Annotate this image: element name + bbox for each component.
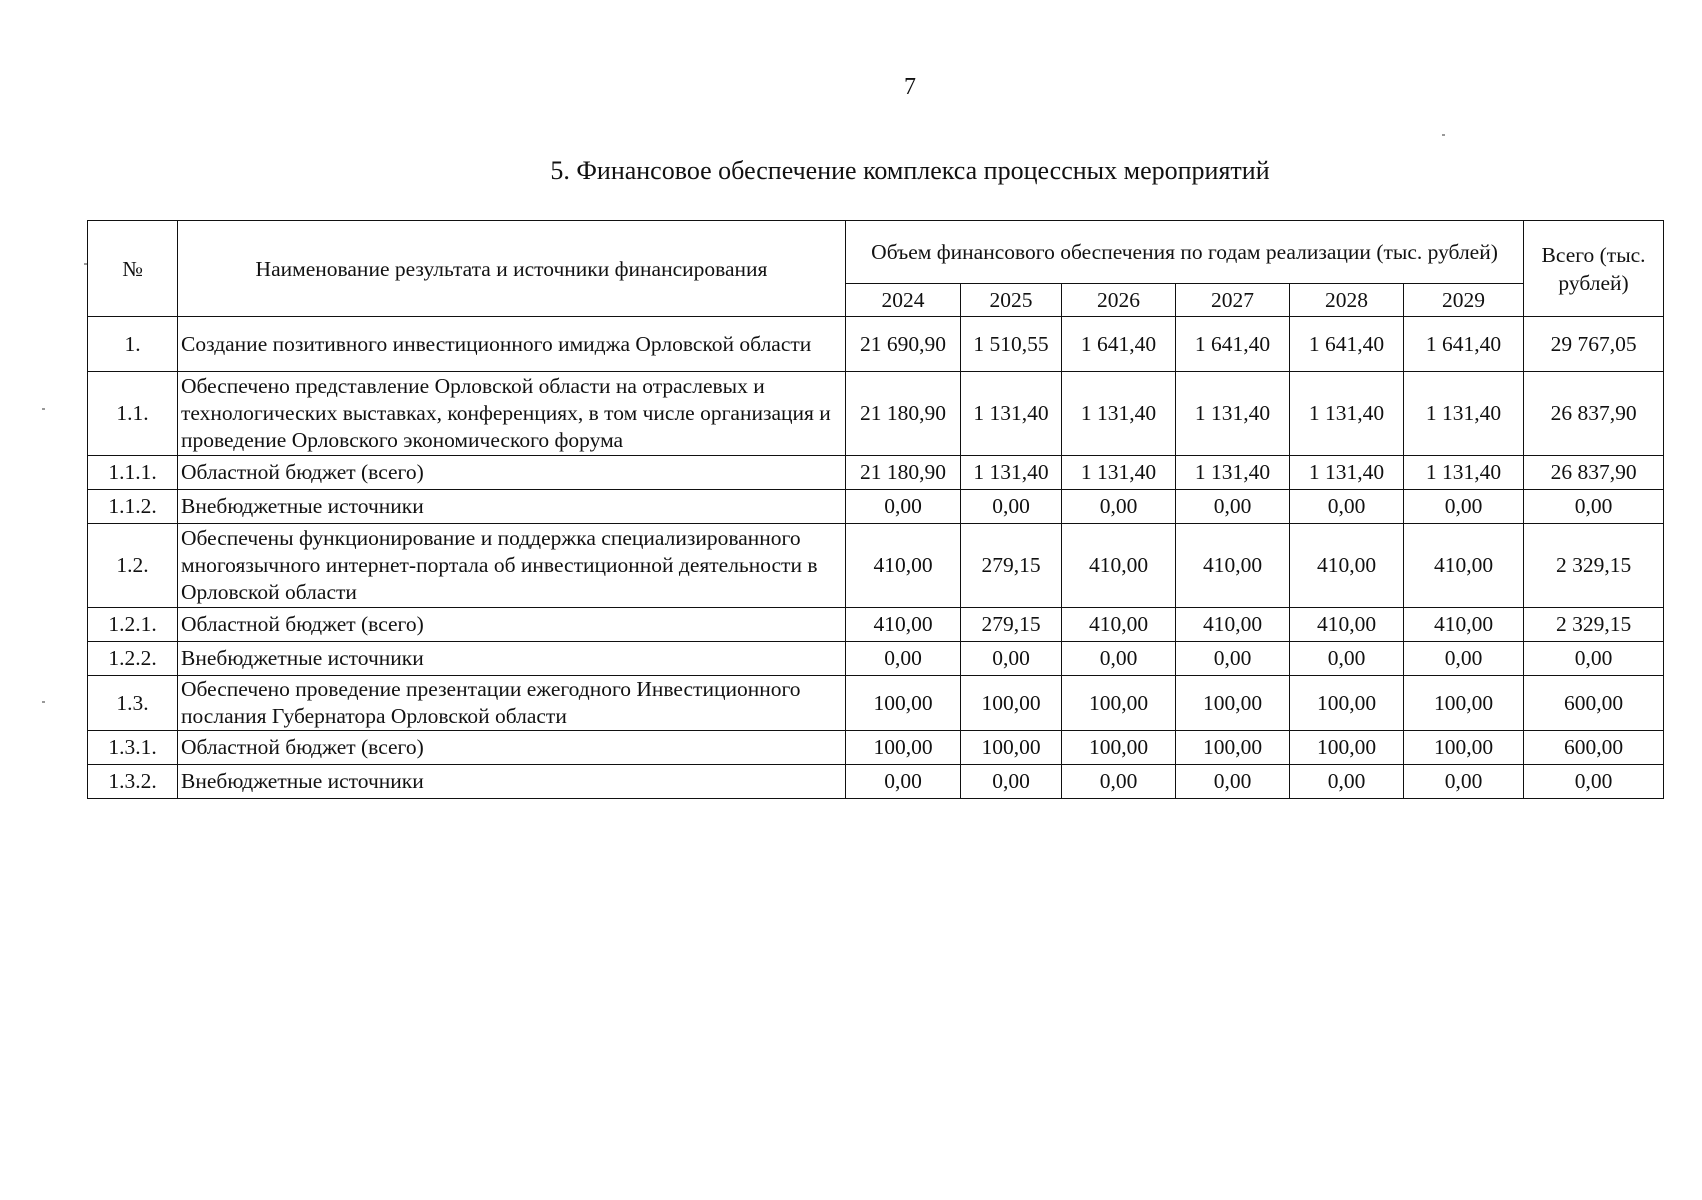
value-cell: 0,00 — [961, 490, 1062, 524]
value-cell: 0,00 — [1062, 642, 1176, 676]
value-cell: 410,00 — [1062, 608, 1176, 642]
row-number: 1.3.2. — [88, 765, 178, 799]
value-cell: 1 131,40 — [1290, 456, 1404, 490]
row-number: 1.2.2. — [88, 642, 178, 676]
table-header — [88, 221, 1664, 317]
table-row — [88, 608, 1664, 642]
scan-speck — [42, 408, 45, 410]
value-cell: 1 131,40 — [1404, 372, 1524, 456]
total-cell: 26 837,90 — [1524, 456, 1664, 490]
header-total: Всего (тыс. рублей) — [1524, 221, 1664, 317]
header-year: 2026 — [1062, 284, 1176, 317]
value-cell: 1 131,40 — [1176, 372, 1290, 456]
row-name: Внебюджетные источники — [178, 765, 846, 799]
value-cell: 1 641,40 — [1290, 317, 1404, 372]
value-cell: 410,00 — [846, 608, 961, 642]
value-cell: 0,00 — [1404, 642, 1524, 676]
value-cell: 0,00 — [1290, 642, 1404, 676]
value-cell: 1 131,40 — [1290, 372, 1404, 456]
value-cell: 0,00 — [1404, 765, 1524, 799]
table-body — [88, 317, 1664, 799]
value-cell: 1 131,40 — [1176, 456, 1290, 490]
value-cell: 279,15 — [961, 524, 1062, 608]
row-number: 1.1. — [88, 372, 178, 456]
header-year: 2028 — [1290, 284, 1404, 317]
row-number: 1.2.1. — [88, 608, 178, 642]
value-cell: 100,00 — [846, 731, 961, 765]
value-cell: 100,00 — [1176, 731, 1290, 765]
row-name: Обеспечено представление Орловской области на отраслевых и технологических выставках, конференциях, в том числе организация и проведение Орловского экономического форума — [178, 372, 846, 456]
value-cell: 410,00 — [1062, 524, 1176, 608]
row-number: 1.2. — [88, 524, 178, 608]
value-cell: 21 180,90 — [846, 372, 961, 456]
header-year: 2027 — [1176, 284, 1290, 317]
value-cell: 410,00 — [846, 524, 961, 608]
header-year: 2025 — [961, 284, 1062, 317]
row-number: 1.1.1. — [88, 456, 178, 490]
header-no: № — [88, 221, 178, 317]
value-cell: 1 131,40 — [1404, 456, 1524, 490]
row-name: Областной бюджет (всего) — [178, 608, 846, 642]
table-row — [88, 317, 1664, 372]
value-cell: 100,00 — [961, 676, 1062, 731]
header-volume: Объем финансового обеспечения по годам реализации (тыс. рублей) — [846, 221, 1524, 284]
total-cell: 0,00 — [1524, 765, 1664, 799]
row-number: 1. — [88, 317, 178, 372]
total-cell: 0,00 — [1524, 490, 1664, 524]
header-year: 2029 — [1404, 284, 1524, 317]
value-cell: 1 131,40 — [1062, 456, 1176, 490]
financing-table — [87, 220, 1664, 799]
value-cell: 1 510,55 — [961, 317, 1062, 372]
row-name: Обеспечено проведение презентации ежегодного Инвестиционного послания Губернатора Орловской области — [178, 676, 846, 731]
row-name: Областной бюджет (всего) — [178, 456, 846, 490]
table-row — [88, 524, 1664, 608]
value-cell: 21 690,90 — [846, 317, 961, 372]
total-cell: 2 329,15 — [1524, 524, 1664, 608]
value-cell: 0,00 — [1176, 490, 1290, 524]
value-cell: 410,00 — [1290, 524, 1404, 608]
value-cell: 410,00 — [1404, 524, 1524, 608]
table-row — [88, 490, 1664, 524]
table-row — [88, 676, 1664, 731]
header-row — [88, 221, 1664, 284]
value-cell: 410,00 — [1176, 608, 1290, 642]
value-cell: 1 131,40 — [961, 372, 1062, 456]
total-cell: 600,00 — [1524, 676, 1664, 731]
value-cell: 0,00 — [846, 642, 961, 676]
row-name: Внебюджетные источники — [178, 642, 846, 676]
value-cell: 0,00 — [961, 642, 1062, 676]
total-cell: 29 767,05 — [1524, 317, 1664, 372]
value-cell: 0,00 — [1176, 642, 1290, 676]
value-cell: 0,00 — [1176, 765, 1290, 799]
value-cell: 410,00 — [1176, 524, 1290, 608]
value-cell: 410,00 — [1290, 608, 1404, 642]
value-cell: 100,00 — [846, 676, 961, 731]
value-cell: 0,00 — [846, 765, 961, 799]
value-cell: 0,00 — [1404, 490, 1524, 524]
value-cell: 1 641,40 — [1404, 317, 1524, 372]
value-cell: 21 180,90 — [846, 456, 961, 490]
row-number: 1.3. — [88, 676, 178, 731]
total-cell: 0,00 — [1524, 642, 1664, 676]
value-cell: 0,00 — [1062, 490, 1176, 524]
table-row — [88, 642, 1664, 676]
table-row — [88, 456, 1664, 490]
value-cell: 100,00 — [1176, 676, 1290, 731]
value-cell: 0,00 — [1290, 490, 1404, 524]
row-name: Создание позитивного инвестиционного имиджа Орловской области — [178, 317, 846, 372]
value-cell: 100,00 — [1404, 731, 1524, 765]
section-title: 5. Финансовое обеспечение комплекса процессных мероприятий — [550, 156, 1270, 185]
value-cell: 100,00 — [961, 731, 1062, 765]
value-cell: 100,00 — [1404, 676, 1524, 731]
page-number: 7 — [904, 74, 916, 100]
table-row — [88, 765, 1664, 799]
row-name: Обеспечены функционирование и поддержка специализированного многоязычного интернет-портала об инвестиционной деятельности в Орловской области — [178, 524, 846, 608]
value-cell: 1 641,40 — [1062, 317, 1176, 372]
header-year: 2024 — [846, 284, 961, 317]
value-cell: 410,00 — [1404, 608, 1524, 642]
value-cell: 0,00 — [1290, 765, 1404, 799]
value-cell: 0,00 — [961, 765, 1062, 799]
scan-speck — [42, 701, 45, 703]
row-name: Областной бюджет (всего) — [178, 731, 846, 765]
value-cell: 100,00 — [1062, 731, 1176, 765]
value-cell: 0,00 — [1062, 765, 1176, 799]
value-cell: 279,15 — [961, 608, 1062, 642]
value-cell: 100,00 — [1290, 676, 1404, 731]
scan-speck — [1442, 134, 1445, 136]
total-cell: 600,00 — [1524, 731, 1664, 765]
value-cell: 1 641,40 — [1176, 317, 1290, 372]
value-cell: 1 131,40 — [961, 456, 1062, 490]
header-name: Наименование результата и источники финансирования — [178, 221, 846, 317]
value-cell: 0,00 — [846, 490, 961, 524]
value-cell: 1 131,40 — [1062, 372, 1176, 456]
row-name: Внебюджетные источники — [178, 490, 846, 524]
value-cell: 100,00 — [1290, 731, 1404, 765]
total-cell: 2 329,15 — [1524, 608, 1664, 642]
total-cell: 26 837,90 — [1524, 372, 1664, 456]
table-row — [88, 372, 1664, 456]
table-row — [88, 731, 1664, 765]
value-cell: 100,00 — [1062, 676, 1176, 731]
row-number: 1.1.2. — [88, 490, 178, 524]
row-number: 1.3.1. — [88, 731, 178, 765]
